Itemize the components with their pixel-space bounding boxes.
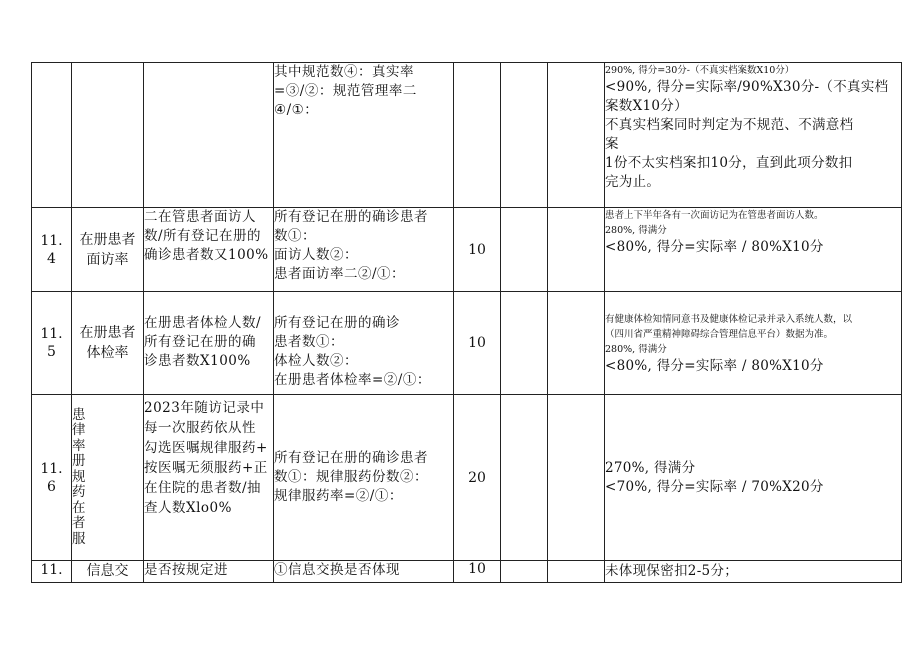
criteria-line: <90%, 得分=实际率/90%X30分-（不真实档: [605, 79, 889, 95]
empty-cell: [548, 208, 605, 292]
empty-cell: [548, 395, 605, 561]
criteria-line: 案数X10分）: [605, 98, 688, 114]
indicator-name-char: 服: [72, 530, 86, 547]
formula-line: 所有登记在册的确诊患者: [274, 450, 428, 466]
definition-line: 数/所有登记在册的: [144, 228, 262, 244]
empty-cell: [501, 292, 548, 395]
formula-line: 体检人数②：: [274, 353, 358, 369]
criteria-line: （四川省严重精神障碍综合管理信息平台）数据为准。: [605, 329, 834, 340]
item-number-cell: [32, 395, 72, 561]
definition-cell: [144, 63, 274, 208]
formula-line: 患者面访率二②/①：: [274, 266, 406, 282]
indicator-name-char: 规: [72, 468, 86, 485]
indicator-name: 体检率: [86, 345, 129, 361]
item-number: 6: [47, 478, 56, 495]
empty-cell: [548, 63, 605, 208]
definition-line: 诊患者数X100%: [144, 353, 251, 369]
score-cell: [454, 63, 501, 208]
criteria-line: 案: [605, 136, 619, 152]
empty-cell: [501, 561, 548, 583]
formula-line: ①信息交换是否体现: [274, 562, 400, 578]
criteria-line: <70%, 得分=实际率 / 70%X20分: [605, 478, 824, 495]
formula-line: =③/②：规范管理率二: [274, 83, 417, 99]
criteria-line: 患者上下半年各有一次面访记为在管患者面访人数。: [605, 210, 824, 221]
criteria-line: <80%, 得分=实际率 / 80%X10分: [605, 358, 824, 374]
criteria-line: 有健康体检知情同意书及健康体检记录并录入系统人数，以: [605, 314, 853, 325]
indicator-name-cell: [72, 561, 144, 583]
indicator-name-cell: [72, 395, 144, 561]
indicator-name-char: 册: [72, 453, 86, 470]
score-cell: 10: [454, 208, 501, 292]
formula-line: 所有登记在册的确诊患者: [274, 209, 428, 225]
formula-line: 患者数①：: [274, 334, 344, 350]
formula-line: 所有登记在册的确诊: [274, 315, 400, 331]
indicator-name-char: 在: [72, 499, 86, 516]
indicator-name-cell: [72, 292, 144, 395]
indicator-name-char: 患: [72, 406, 86, 423]
indicator-name-cell: [72, 208, 144, 292]
criteria-cell: [605, 63, 902, 208]
definition-line: 是否按规定进: [144, 562, 228, 578]
item-number: 11.: [40, 460, 63, 477]
criteria-line: 270%, 得满分: [605, 459, 696, 476]
formula-cell: [274, 63, 454, 208]
indicator-name-cell: [72, 63, 144, 208]
definition-cell: [144, 208, 274, 292]
formula-line: 其中规范数④：真实率: [274, 64, 414, 80]
assessment-table: [31, 62, 902, 583]
criteria-cell: [605, 208, 902, 292]
score-cell: 10: [454, 561, 501, 583]
indicator-name: 信息交: [86, 563, 129, 579]
item-number: 11.: [40, 326, 63, 342]
definition-cell: [144, 292, 274, 395]
criteria-line: 不真实档案同时判定为不规范、不满意档: [605, 117, 854, 133]
formula-line: 规律服药率=②/①：: [274, 488, 403, 504]
formula-line: 数①：规律服药份数②：: [274, 469, 428, 485]
table-row: [32, 561, 902, 583]
definition-line: 二在管患者面访人: [144, 209, 256, 225]
definition-line: 勾选医嘱规律服药+: [144, 440, 268, 456]
criteria-line: 1份不太实档案扣10分，直到此项分数扣: [605, 155, 853, 171]
table-row: [32, 395, 902, 561]
criteria-line: 290%, 得分=30分-（不真实档案数X10分）: [605, 65, 795, 76]
formula-line: 数①：: [274, 228, 316, 244]
criteria-cell: [605, 395, 902, 561]
criteria-cell: [605, 292, 902, 395]
item-number: 4: [47, 250, 56, 267]
item-number-cell: [32, 63, 72, 208]
empty-cell: [548, 561, 605, 583]
definition-cell: [144, 395, 274, 561]
criteria-line: 280%, 得满分: [605, 225, 667, 236]
score-cell: 20: [454, 395, 501, 561]
definition-cell: [144, 561, 274, 583]
criteria-cell: [605, 561, 902, 583]
definition-line: 在册患者体检人数/: [144, 315, 262, 331]
definition-line: 确诊患者数又100%: [144, 247, 269, 263]
empty-cell: [501, 208, 548, 292]
item-number: 11.: [40, 232, 63, 249]
empty-cell: [548, 292, 605, 395]
formula-line: 面访人数②：: [274, 247, 358, 263]
formula-cell: [274, 208, 454, 292]
item-number: 11.: [40, 562, 63, 578]
table-row: [32, 208, 902, 292]
definition-line: 在住院的患者数/抽: [144, 480, 262, 496]
criteria-line: 未体现保密扣2-5分；: [605, 563, 739, 579]
definition-line: 查人数Xlo0%: [144, 500, 232, 516]
indicator-name-char: 律: [72, 422, 86, 439]
indicator-name: 在册患者: [79, 231, 136, 248]
item-number: 5: [47, 344, 56, 360]
formula-cell: [274, 395, 454, 561]
definition-line: 每一次服药依从性: [144, 420, 256, 436]
indicator-name-char: 率: [72, 437, 86, 454]
formula-cell: [274, 561, 454, 583]
indicator-name: 在册患者: [79, 325, 136, 341]
indicator-name-char: 药: [72, 484, 86, 501]
empty-cell: [501, 395, 548, 561]
criteria-line: <80%, 得分=实际率 / 80%X10分: [605, 239, 824, 255]
definition-line: 2023年随访记录中: [144, 400, 265, 416]
definition-line: 按医嘱无须服药+正: [144, 460, 268, 476]
formula-line: ④/①：: [274, 102, 319, 118]
formula-cell: [274, 292, 454, 395]
criteria-line: 完为止。: [605, 174, 661, 190]
criteria-line: 280%, 得满分: [605, 344, 667, 355]
table-row: [32, 292, 902, 395]
indicator-name: 面访率: [86, 251, 129, 268]
item-number-cell: [32, 561, 72, 583]
indicator-name-char: 者: [72, 515, 86, 532]
item-number-cell: [32, 292, 72, 395]
item-number-cell: [32, 208, 72, 292]
empty-cell: [501, 63, 548, 208]
score-cell: 10: [454, 292, 501, 395]
definition-line: 所有登记在册的确: [144, 334, 256, 350]
table-row: [32, 63, 902, 208]
formula-line: 在册患者体检率=②/①：: [274, 372, 431, 388]
